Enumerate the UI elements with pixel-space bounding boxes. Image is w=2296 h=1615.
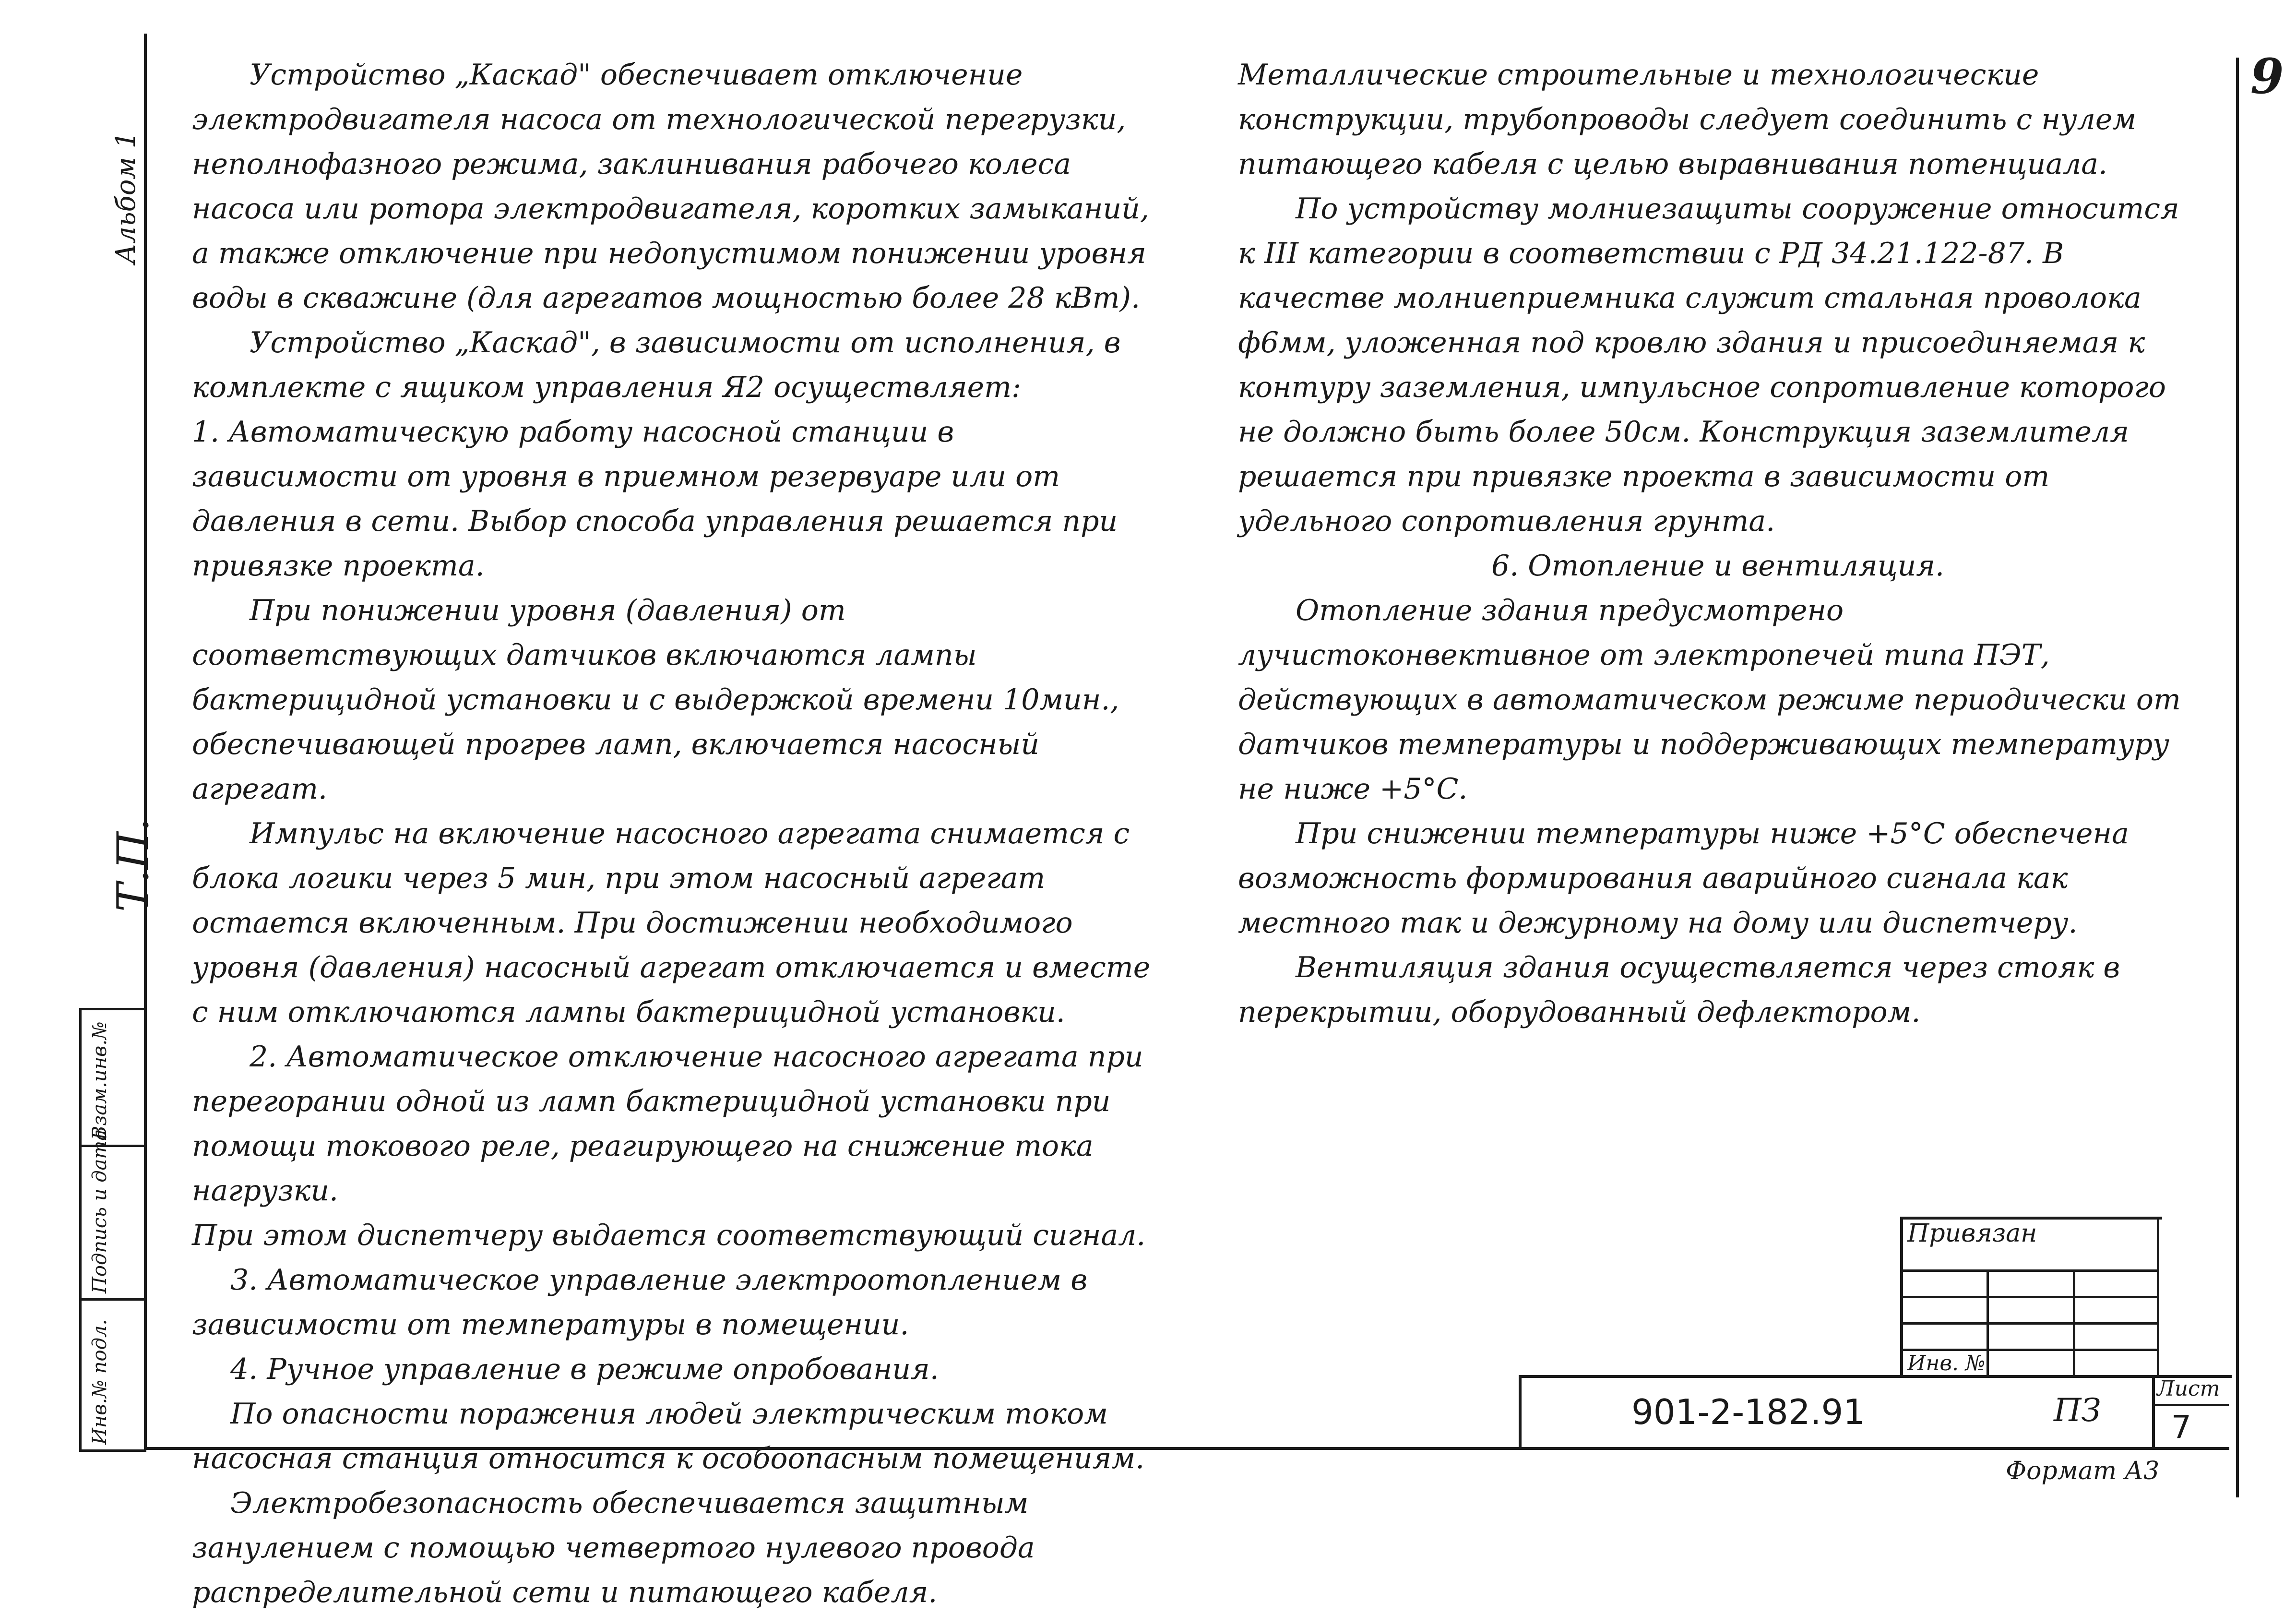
section-heading: 6. Отопление и вентиляция. bbox=[1491, 549, 1945, 583]
paragraph: При этом диспетчеру выдается соответствующий сигнал. bbox=[192, 1219, 1146, 1252]
document-code: 901-2-182.91 bbox=[1631, 1392, 1866, 1432]
sheet-divider bbox=[2152, 1404, 2229, 1406]
list-item: 2. Автоматическое отключение насосного агрегата при перегорании одной из ламп бактерицидной установки при помощи токового реле, реагирующего на снижение тока нагрузки. bbox=[192, 1040, 1143, 1208]
format-label: Формат А3 bbox=[2006, 1457, 2160, 1485]
table-line bbox=[1900, 1296, 2159, 1298]
right-margin-rule bbox=[2236, 58, 2239, 1497]
paragraph: При снижении температуры ниже +5°С обеспечена возможность формирования аварийного сигнала как местного так и дежурному на дому или диспетчеру. bbox=[1238, 817, 2129, 940]
corner-page-number: 9 bbox=[2250, 48, 2284, 105]
stamp-replace-inv: Взам.инв.№ bbox=[89, 1021, 111, 1140]
table-line bbox=[2073, 1269, 2075, 1375]
title-block bbox=[1519, 1375, 2232, 1450]
paragraph: Электробезопасность обеспечивается защитным занулением с помощью четвертого нулевого провода распределительной сети и питающего кабеля. bbox=[192, 1486, 1035, 1609]
inventory-label: Инв. № bbox=[1907, 1351, 1986, 1376]
paragraph: Устройство „Каскад" обеспечивает отключение электродвигателя насоса от технологической перегрузки, неполнофазного режима, заклинивания рабочего колеса насоса или ротора электродвигателя, коротких замыканий, а также отключение при недопустимом понижении уровня воды в скважине (для агрегатов мощностью более 28 кВт). bbox=[192, 58, 1149, 315]
paragraph: По устройству молниезащиты сооружение относится к III категории в соответствии с РД 34.21.122-87. В качестве молниеприемника служит стальная проволока ф6мм, уложенная под кровлю здания и присоединяемая к контуру заземления, импульсное сопротивление которого не должно быть более 50см. Конструкция заземлителя решается при привязке проекта в зависимости от удельного сопротивления грунта. bbox=[1238, 192, 2179, 538]
table-line bbox=[1987, 1269, 1989, 1375]
side-stamp-table bbox=[79, 1008, 146, 1452]
paragraph: При понижении уровня (давления) от соответствующих датчиков включаются лампы бактерицидной установки и с выдержкой времени 10мин., обеспечивающей прогрев ламп, включается насосный агрегат. bbox=[192, 594, 1119, 806]
stamp-inv-original: Инв.№ подл. bbox=[89, 1319, 111, 1445]
list-item: 4. Ручное управление в режиме опробования. bbox=[230, 1352, 939, 1386]
paragraph: Металлические строительные и технологические конструкции, трубопроводы следует соединить с нулем питающего кабеля с целью выравнивания потенциала. bbox=[1238, 58, 2137, 181]
sheet-label: Лист bbox=[2157, 1376, 2220, 1401]
stamp-signature-date: Подпись и дата bbox=[89, 1129, 111, 1293]
section-code: ПЗ bbox=[2054, 1392, 2101, 1429]
paragraph: Устройство „Каскад", в зависимости от исполнения, в комплекте с ящиком управления Я2 осуществляет: bbox=[192, 326, 1121, 404]
stamp-divider bbox=[82, 1298, 144, 1301]
table-line bbox=[1900, 1322, 2159, 1325]
paragraph: По опасности поражения людей электрическим током насосная станция относится к особоопасным помещениям. bbox=[192, 1397, 1145, 1475]
table-line bbox=[1900, 1269, 2159, 1272]
paragraph: Вентиляция здания осуществляется через стояк в перекрытии, оборудованный дефлектором. bbox=[1238, 951, 2120, 1029]
sheet-number: 7 bbox=[2171, 1409, 2191, 1446]
paragraph: Отопление здания предусмотрено лучистоконвективное от электропечей типа ПЭТ, действующих в автоматическом режиме периодически от датчиков температуры и поддерживающих температуру не ниже +5°С. bbox=[1238, 594, 2181, 806]
right-text-column bbox=[1238, 53, 2198, 1035]
album-label: Альбом 1 bbox=[110, 131, 142, 264]
table-line bbox=[2157, 1217, 2159, 1375]
bound-label: Привязан bbox=[1907, 1219, 2037, 1248]
list-item: 3. Автоматическое управление электроотоплением в зависимости от температуры в помещении. bbox=[192, 1263, 1088, 1341]
list-item: 1. Автоматическую работу насосной станции в зависимости от уровня в приемном резервуаре или от давления в сети. Выбор способа управления решается при привязке проекта. bbox=[192, 415, 1118, 583]
tp-label: Т.П. bbox=[108, 818, 158, 912]
left-text-column bbox=[192, 53, 1152, 1615]
paragraph: Импульс на включение насосного агрегата снимается с блока логики через 5 мин, при этом насосный агрегат остается включенным. При достижении необходимого уровня (давления) насосный агрегат отключается и вместе с ним отключаются лампы бактерицидной установки. bbox=[192, 817, 1151, 1029]
